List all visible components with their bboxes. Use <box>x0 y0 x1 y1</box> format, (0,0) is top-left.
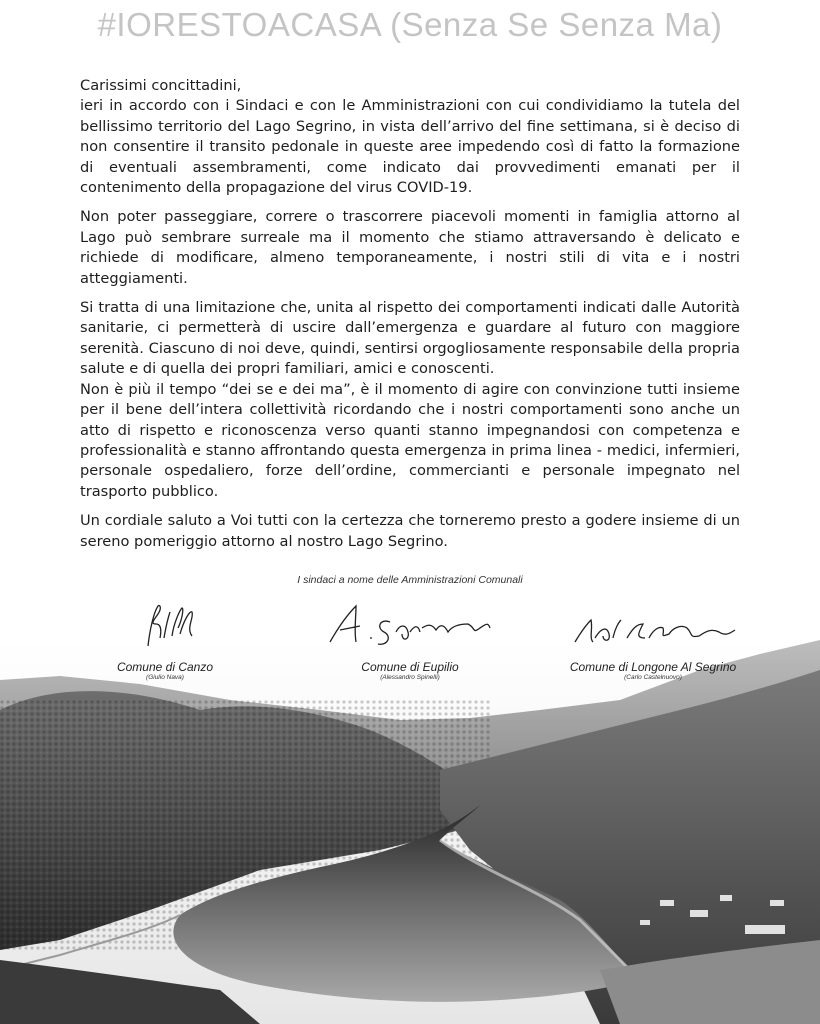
handwritten-signature-canzo <box>120 598 210 660</box>
letter-paragraph-4: Non è più il tempo “dei se e dei ma”, è il momento di agire con convinzione tutti insieme per il bene dell’intera collettività ricordando che i nostri comportamenti sono anche un atto di rispetto e riconoscenza verso quanti stanno impegnandosi con competenza e professionalità e stanno affrontando questa emergenza in prima linea - medici, infermieri, personale ospedaliero, forze dell’ordine, commercianti e personale impegnato nel trasporto pubblico. <box>80 380 740 500</box>
signature-person-canzo: (Giulio Nava) <box>146 674 184 681</box>
page-title: #IORESTOACASA (Senza Se Senza Ma) <box>97 6 723 43</box>
handwritten-signature-longone <box>553 598 753 660</box>
signatures-caption: I sindaci a nome delle Amministrazioni Comunali <box>297 574 523 586</box>
letter-paragraph-3: Si tratta di una limitazione che, unita al rispetto dei comportamenti indicati dalle Autorità sanitarie, ci permetterà di uscire dall’emergenza e guardare al futuro con maggiore serenità. Ciascuno di noi deve, quindi, sentirsi orgogliosamente responsabile della propria salute e di quella dei propri familiari, amici e conoscenti. <box>80 299 740 378</box>
letter-greeting: Carissimi concittadini, <box>80 77 242 94</box>
signature-person-eupilio: (Alessandro Spinelli) <box>380 674 440 681</box>
signature-comune-canzo: Comune di Canzo <box>116 660 214 674</box>
letter-body <box>80 76 740 561</box>
signature-block-canzo <box>45 598 285 681</box>
signature-block-eupilio <box>290 598 530 681</box>
handwritten-signature-eupilio <box>310 598 510 660</box>
signature-person-longone: (Carlo Castelnuovo) <box>624 674 682 681</box>
letter-paragraph-5: Un cordiale saluto a Voi tutti con la certezza che torneremo presto a godere insieme di un sereno pomeriggio attorno al nostro Lago Segrino. <box>80 512 740 550</box>
signature-comune-longone: Comune di Longone Al Segrino <box>569 660 737 674</box>
signature-block-longone <box>533 598 773 681</box>
signature-comune-eupilio: Comune di Eupilio <box>361 660 459 674</box>
letter-paragraph-1: ieri in accordo con i Sindaci e con le Amministrazioni con cui condividiamo la tutela del bellissimo territorio del Lago Segrino, in vista dell’arrivo del fine settimana, si è deciso di non consentire il transito pedonale in queste aree impedendo così di fatto la formazione di eventuali assembramenti, come indicato dai provvedimenti emanati per il contenimento della propagazione del virus COVID-19. <box>80 97 740 197</box>
lake-landscape-image <box>0 640 820 1024</box>
letter-paragraph-2: Non poter passeggiare, correre o trascorrere piacevoli momenti in famiglia attorno al Lago può sembrare surreale ma il momento che stiamo attraversando è delicato e richiede di modificare, almeno temporaneamente, i nostri stili di vita e i nostri atteggiamenti. <box>80 208 740 287</box>
